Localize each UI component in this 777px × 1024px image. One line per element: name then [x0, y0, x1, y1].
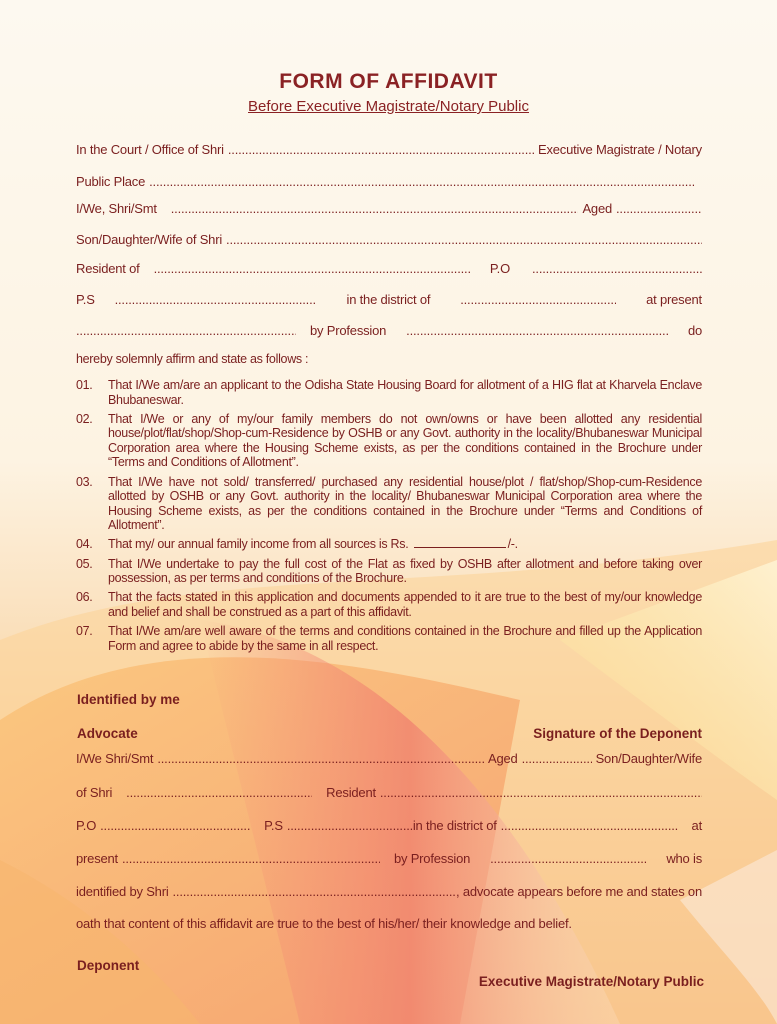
name-label: I/We, Shri/Smt: [76, 201, 157, 216]
ps-label: P.S: [76, 292, 95, 307]
name-line: [76, 201, 702, 216]
aged-label: Aged: [582, 201, 612, 216]
advocate-label: Advocate: [77, 726, 138, 741]
form-subtitle: Before Executive Magistrate/Notary Public: [248, 98, 529, 115]
affirmation-intro: hereby solemnly affirm and state as follows :: [76, 352, 309, 366]
clause-item: 03. That I/We have not sold/ transferred/ purchased any residential house/plot / flat/shop/Shop-cum-Residence allotted by OSHB or any Govt. authority in the locality/ Bhubaneswar Municipal Corporation area where the Housing Scheme exists, as per the conditions contained in the Brochure under “Terms and Conditions of Allotment”.: [76, 474, 702, 533]
relation-blank[interactable]: [226, 232, 702, 247]
footer-name-line: I/We Shri/Smt ..... Aged ..... Son/Daughter/Wife: [76, 751, 702, 766]
clause-item: 07. That I/We am/are well aware of the terms and conditions contained in the Brochure and filled up the Application Form and agree to abide by the same in all respect.: [76, 623, 702, 653]
footer-resident-line: of Shri ..... Resident .....: [76, 785, 702, 800]
deponent-label: Deponent: [77, 958, 140, 973]
footer-ps-blank[interactable]: [287, 818, 413, 833]
resident-line: [76, 261, 702, 276]
footer-profession-blank[interactable]: [490, 851, 646, 866]
present-label: at present: [646, 292, 702, 307]
place-line: [76, 174, 698, 189]
clause-item: 05. That I/We undertake to pay the full cost of the Flat as fixed by OSHB after allotment and before taking over possession, as per terms and conditions of the Brochure.: [76, 556, 702, 586]
profession-blank[interactable]: [406, 323, 668, 338]
deponent-signature-label: Signature of the Deponent: [533, 726, 702, 741]
footer-district-blank[interactable]: [501, 818, 678, 833]
ps-line: [76, 292, 702, 307]
identified-by-label: Identified by me: [77, 692, 180, 707]
court-label: In the Court / Office of Shri: [76, 142, 224, 157]
profession-label: by Profession: [310, 323, 387, 338]
clause-list: [76, 378, 702, 658]
footer-resident-blank[interactable]: [380, 785, 702, 800]
footer-identified-line: identified by Shri ..... , advocate appears before me and states on: [76, 884, 702, 899]
clause-item: 02. That I/We or any of my/our family members do not own/owns or have been allotted any residential house/plot/flat/shop/Shop-cum-Residence by OSHB or any Govt. authority in the locality/Bhubaneswar Municipal Corporation area where the Housing Scheme exists, as per the conditions contained in the Brochure under “Terms and Conditions of Allotment”.: [76, 411, 702, 470]
relation-line: [76, 232, 702, 247]
place-label: Public Place: [76, 174, 146, 189]
present-address-blank[interactable]: [76, 323, 296, 338]
income-blank[interactable]: [414, 537, 506, 548]
footer-father-blank[interactable]: [126, 785, 312, 800]
form-title: FORM OF AFFIDAVIT: [279, 70, 498, 93]
po-label: P.O: [489, 261, 510, 276]
footer-profession-line: present ..... by Profession ..... who is: [76, 851, 702, 866]
ps-blank[interactable]: [115, 292, 315, 307]
place-blank[interactable]: [149, 174, 694, 189]
footer-oath-line: oath that content of this affidavit are true to the best of his/her/ their knowledge and belief.: [76, 916, 572, 931]
court-blank[interactable]: [228, 142, 534, 157]
aged-blank[interactable]: [616, 201, 702, 216]
name-blank[interactable]: [171, 201, 579, 216]
footer-po-line: P.O ..... P.S ..... in the district of ..... at: [76, 818, 702, 833]
footer-present-blank[interactable]: [122, 851, 380, 866]
relation-label: Son/Daughter/Wife of Shri: [76, 232, 223, 247]
po-blank[interactable]: [532, 261, 702, 276]
court-line: [76, 142, 702, 157]
magistrate-label: Executive Magistrate / Notary: [538, 142, 702, 157]
magistrate-signature-label: Executive Magistrate/Notary Public: [478, 974, 704, 989]
clause-item: 04. That my/ our annual family income from all sources is Rs. /-.: [76, 537, 518, 552]
clause-item: 06. That the facts stated in this application and documents appended to it are true to the best of my/our knowledge and belief and shall be construed as a part of this affidavit.: [76, 590, 702, 619]
do-label: do: [687, 323, 702, 338]
resident-blank[interactable]: [154, 261, 470, 276]
footer-aged-blank[interactable]: [522, 751, 592, 766]
resident-label: Resident of: [76, 261, 140, 276]
profession-line: [76, 323, 702, 338]
footer-po-blank[interactable]: [100, 818, 250, 833]
district-label: in the district of: [346, 292, 431, 307]
district-blank[interactable]: [460, 292, 616, 307]
footer-name-blank[interactable]: [157, 751, 484, 766]
footer-advocate-blank[interactable]: [173, 884, 456, 899]
clause-item: 01. That I/We am/are an applicant to the Odisha State Housing Board for allotment of a HIG flat at Kharvela Enclave Bhubaneswar.: [76, 378, 702, 407]
